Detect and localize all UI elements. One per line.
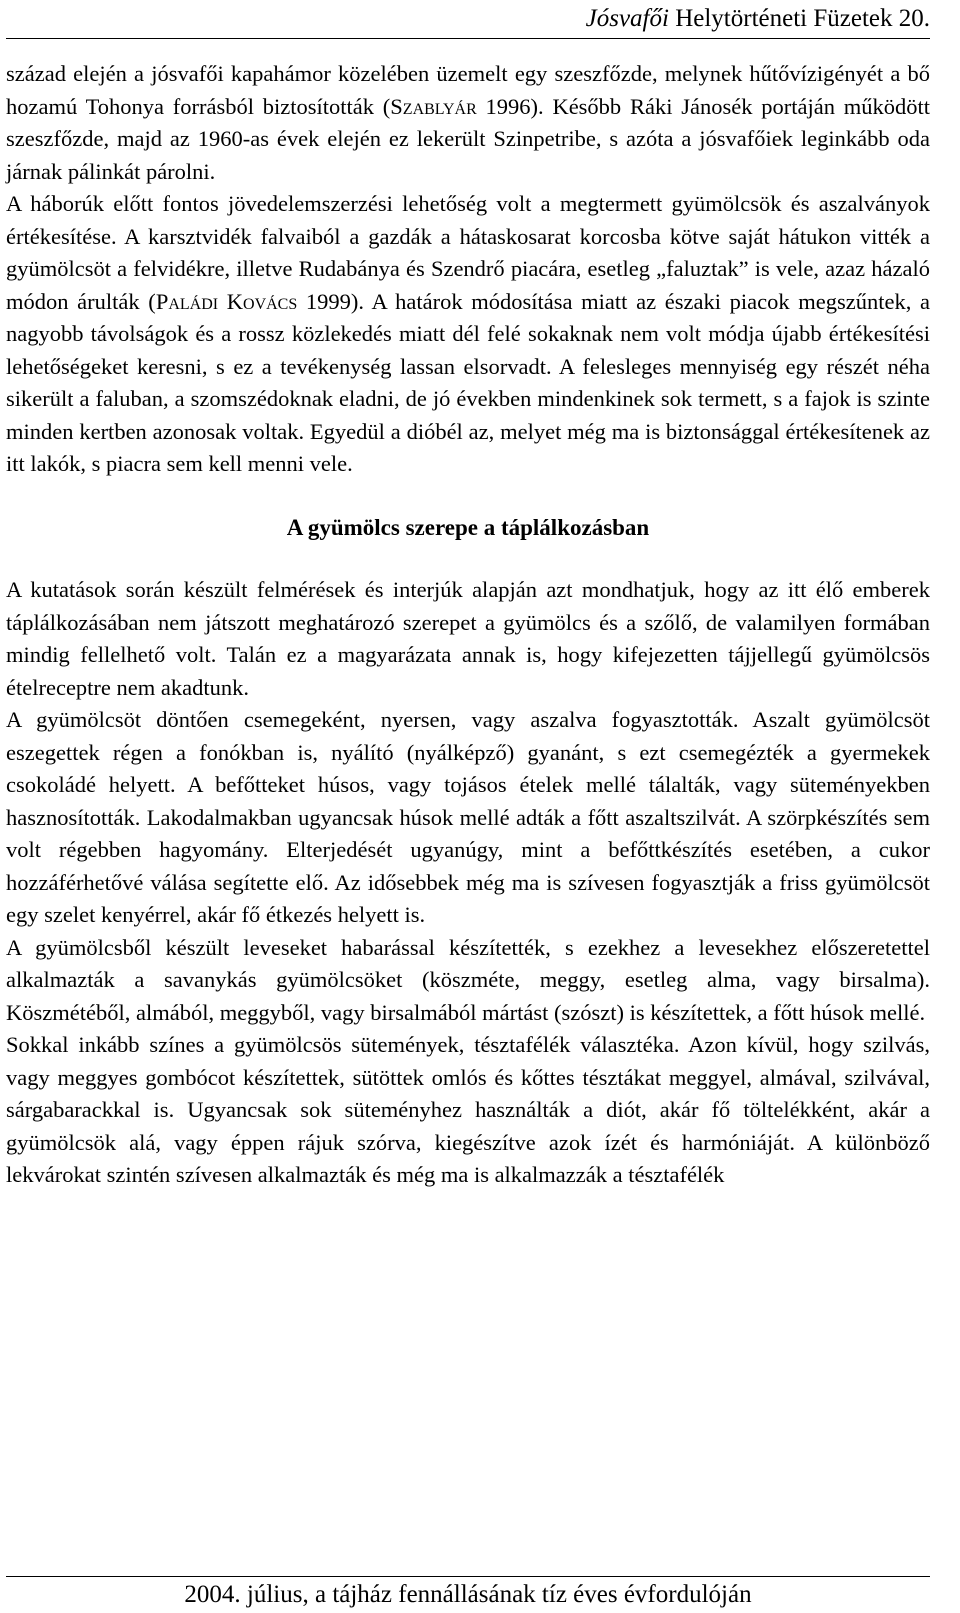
paragraph-pastries: Sokkal inkább színes a gyümölcsös sütemények, tésztafélék választéka. Azon kívül, hogy szilvás, vagy meggyes gombócot készítettek, sütöttek omlós és kőttes tésztákat meggyel, almával, szilvával, sárgabarackkal is. Ugyancsak sok süteményhez használták a diót, akár fő töltelékként, akár a gyümölcsök alá, vagy éppen rájuk szórva, kiegészítve azok ízét és harmóniáját. A különböző lekvárokat szintén szívesen alkalmazták és még ma is alkalmazzák a tésztafélék: [6, 1032, 930, 1187]
author-citation: Paládi Kovács: [155, 288, 298, 314]
page-body: [6, 58, 930, 1192]
paragraph-text: A háborúk előtt fontos jövedelemszerzési lehetőség volt a megtermett gyümölcsök és aszalványok értékesítése. A karsztvidék falvaiból a gazdák a hátaskosarat korcosba kötve saját hátukon vitték a gyümölcsöt a felvidékre, illetve Rudabánya és Szendrő piacára, esetleg „faluztak” is vele, azaz házaló módon árulták (: [6, 191, 930, 314]
running-title: [586, 4, 930, 34]
footer-rule: [6, 1576, 930, 1577]
running-title-italic: Jósvafői: [585, 5, 669, 32]
paragraph-research: A kutatások során készült felmérések és interjúk alapján azt mondhatjuk, hogy az itt élő emberek táplálkozásában nem játszott meghatározó szerepet a gyümölcs és a szőlő, de valamilyen formában mindig fellelhető volt. Talán ez a magyarázata annak is, hogy kifejezetten tájjellegű gyümölcsös ételreceptre nem akadtunk.: [6, 577, 930, 700]
running-title-rest: Helytörténeti Füzetek 20.: [668, 5, 930, 32]
paragraph-text: 1996). Később Ráki Jánosék portáján működött szeszfőzde, majd az 1960-as évek elején ez lekerült Szinpetribe, s azóta a jósvafőiek leginkább oda járnak pálinkát párolni.: [6, 93, 930, 184]
paragraph-consumption: A gyümölcsöt döntően csemegeként, nyersen, vagy aszalva fogyasztották. Aszalt gyümölcsöt eszegettek régen a fonókban is, nyálító (nyálképző) gyanánt, s ezt csemegézték a gyermekek csokoládé helyett. A befőtteket húsos, vagy tojásos ételek mellé tálalták, vagy süteményekben hasznosították. Lakodalmakban ugyancsak húsok mellé adták a főtt aszaltszilvát. A szörpkészítés sem volt régebben hagyomány. Elterjedését ugyanúgy, mint a befőttkészítés esetében, a cukor hozzáférhetővé válása segítette elő. Az idősebbek még ma is szívesen fogyasztják a friss gyümölcsöt egy szelet kenyérrel, akár fő étkezés helyett is.: [6, 707, 930, 927]
paragraph-distillery: [6, 58, 930, 188]
footer-text: 2004. július, a tájház fennállásának tíz éves évfordulóján: [184, 1581, 752, 1608]
paragraph-text: század elején a jósvafői kapahámor közelében üzemelt egy szeszfőzde, melynek hűtővízigényét a bő hozamú Tohonya forrásból biztosították (: [6, 61, 930, 119]
page-footer: [0, 1570, 960, 1613]
paragraph-text: 1999). A határok módosítása miatt az északi piacok megszűntek, a nagyobb távolságok és a rossz közlekedés miatt dél felé sokaknak nem volt módja újabb értékesítési lehetőségeket keresni, s ez a tevékenység lassan elsorvadt. A felesleges mennyiség egy részét néha sikerült a faluban, a szomszédoknak eladni, de jó években mindenkinek sok termett, s a fajok is szinte minden kertben azonosak voltak. Egyedül a dióbél az, melyet még ma is biztonsággal értékesítenek az itt lakók, s piacra sem kell menni vele.: [6, 288, 931, 476]
section-heading: A gyümölcs szerepe a táplálkozásban: [286, 514, 650, 540]
paragraph-fruit-trade: [6, 188, 930, 481]
author-citation: Szablyár: [390, 93, 477, 119]
header-rule: [6, 38, 930, 39]
page-header: [0, 0, 960, 42]
paragraph-soups: A gyümölcsből készült leveseket habarással készítették, s ezekhez a levesekhez előszeretettel alkalmazták a savanykás gyümölcsöket (köszméte, meggy, esetleg alma, vagy birsalma). Köszmétéből, almából, meggyből, vagy birsalmából mártást (szószt) is készítettek, a főtt húsok mellé.: [6, 934, 930, 1025]
